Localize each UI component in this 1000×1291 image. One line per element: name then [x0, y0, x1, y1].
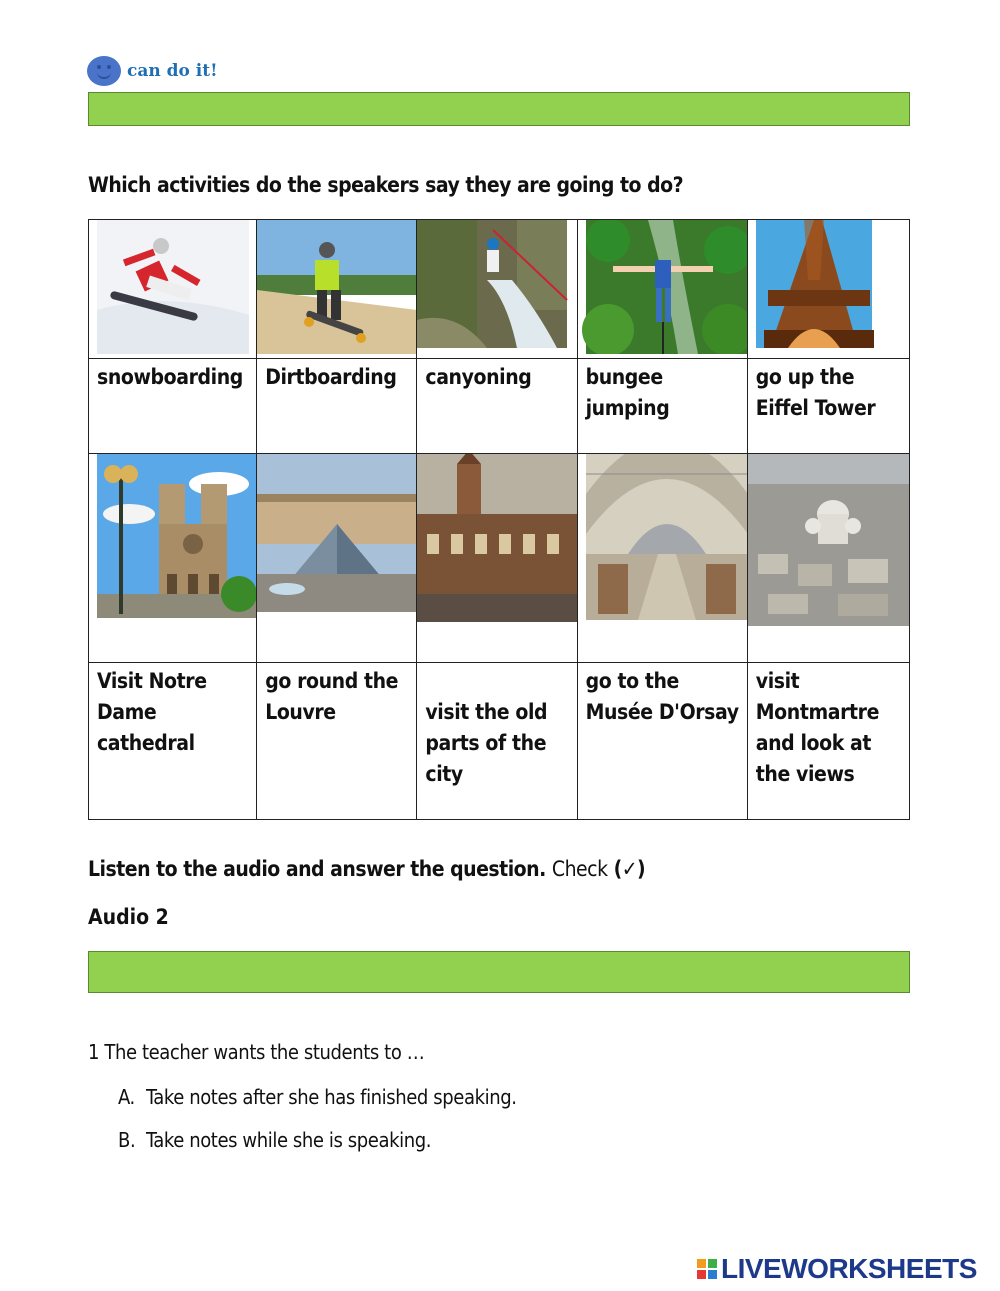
- table-row: [89, 663, 910, 820]
- image-cell: [257, 454, 417, 663]
- audio-label: Audio 2: [88, 905, 169, 929]
- logo-text: LIVEWORKSHEETS: [721, 1253, 977, 1284]
- bungee-photo: [578, 220, 747, 358]
- liveworksheets-logo: [697, 1253, 977, 1285]
- snowboarder-photo: [89, 220, 256, 358]
- activity-label: visit Montmartre and look at the views: [755, 669, 879, 786]
- option-b[interactable]: [118, 1128, 431, 1152]
- question-stem: 1 The teacher wants the students to …: [88, 1040, 425, 1064]
- instruction-normal: Check: [551, 857, 608, 881]
- answer-bar-1[interactable]: [88, 92, 910, 126]
- activity-label: Dirtboarding: [265, 365, 397, 389]
- old-city-photo: [417, 454, 576, 662]
- check-mark: (✓): [613, 857, 646, 881]
- activity-label: canyoning: [425, 365, 532, 389]
- image-cell: [89, 220, 257, 359]
- activity-label: go to the Musée D'Orsay: [585, 669, 739, 724]
- activities-table: [88, 219, 910, 820]
- table-row: [89, 220, 910, 359]
- louvre-photo: [257, 454, 416, 662]
- canyoning-photo: [417, 220, 576, 358]
- audio-player-bar[interactable]: [88, 951, 910, 993]
- instruction-bold: Listen to the audio and answer the question.: [88, 857, 546, 881]
- option-a[interactable]: [118, 1085, 517, 1109]
- smiley-icon: [87, 56, 121, 86]
- notre-dame-photo: [89, 454, 256, 662]
- image-cell: [417, 454, 577, 663]
- table-row: [89, 359, 910, 454]
- header-slogan: can do it!: [127, 61, 218, 81]
- question-1: Which activities do the speakers say they are going to do?: [88, 173, 684, 197]
- activity-label: Visit Notre Dame cathedral: [97, 669, 207, 755]
- option-letter: A.: [118, 1085, 135, 1109]
- orsay-photo: [578, 454, 747, 662]
- activity-label: visit the old parts of the city: [425, 700, 548, 786]
- activity-label: snowboarding: [97, 365, 243, 389]
- dirtboarder-photo: [257, 220, 416, 358]
- eiffel-tower-photo: [748, 220, 909, 358]
- activity-label: bungee jumping: [585, 365, 670, 420]
- image-cell: [417, 220, 577, 359]
- image-cell: [577, 454, 747, 663]
- table-row: [89, 454, 910, 663]
- option-text: Take notes after she has finished speaking.: [146, 1085, 517, 1109]
- montmartre-photo: [748, 454, 909, 662]
- activity-label: go round the Louvre: [265, 669, 399, 724]
- image-cell: [257, 220, 417, 359]
- instruction-2: [88, 857, 645, 881]
- activity-label: go up the Eiffel Tower: [755, 365, 876, 420]
- image-cell: [747, 454, 909, 663]
- option-letter: B.: [118, 1128, 136, 1152]
- image-cell: [577, 220, 747, 359]
- header: [87, 56, 218, 86]
- image-cell: [747, 220, 909, 359]
- logo-cubes-icon: [697, 1259, 717, 1279]
- option-text: Take notes while she is speaking.: [146, 1128, 432, 1152]
- image-cell: [89, 454, 257, 663]
